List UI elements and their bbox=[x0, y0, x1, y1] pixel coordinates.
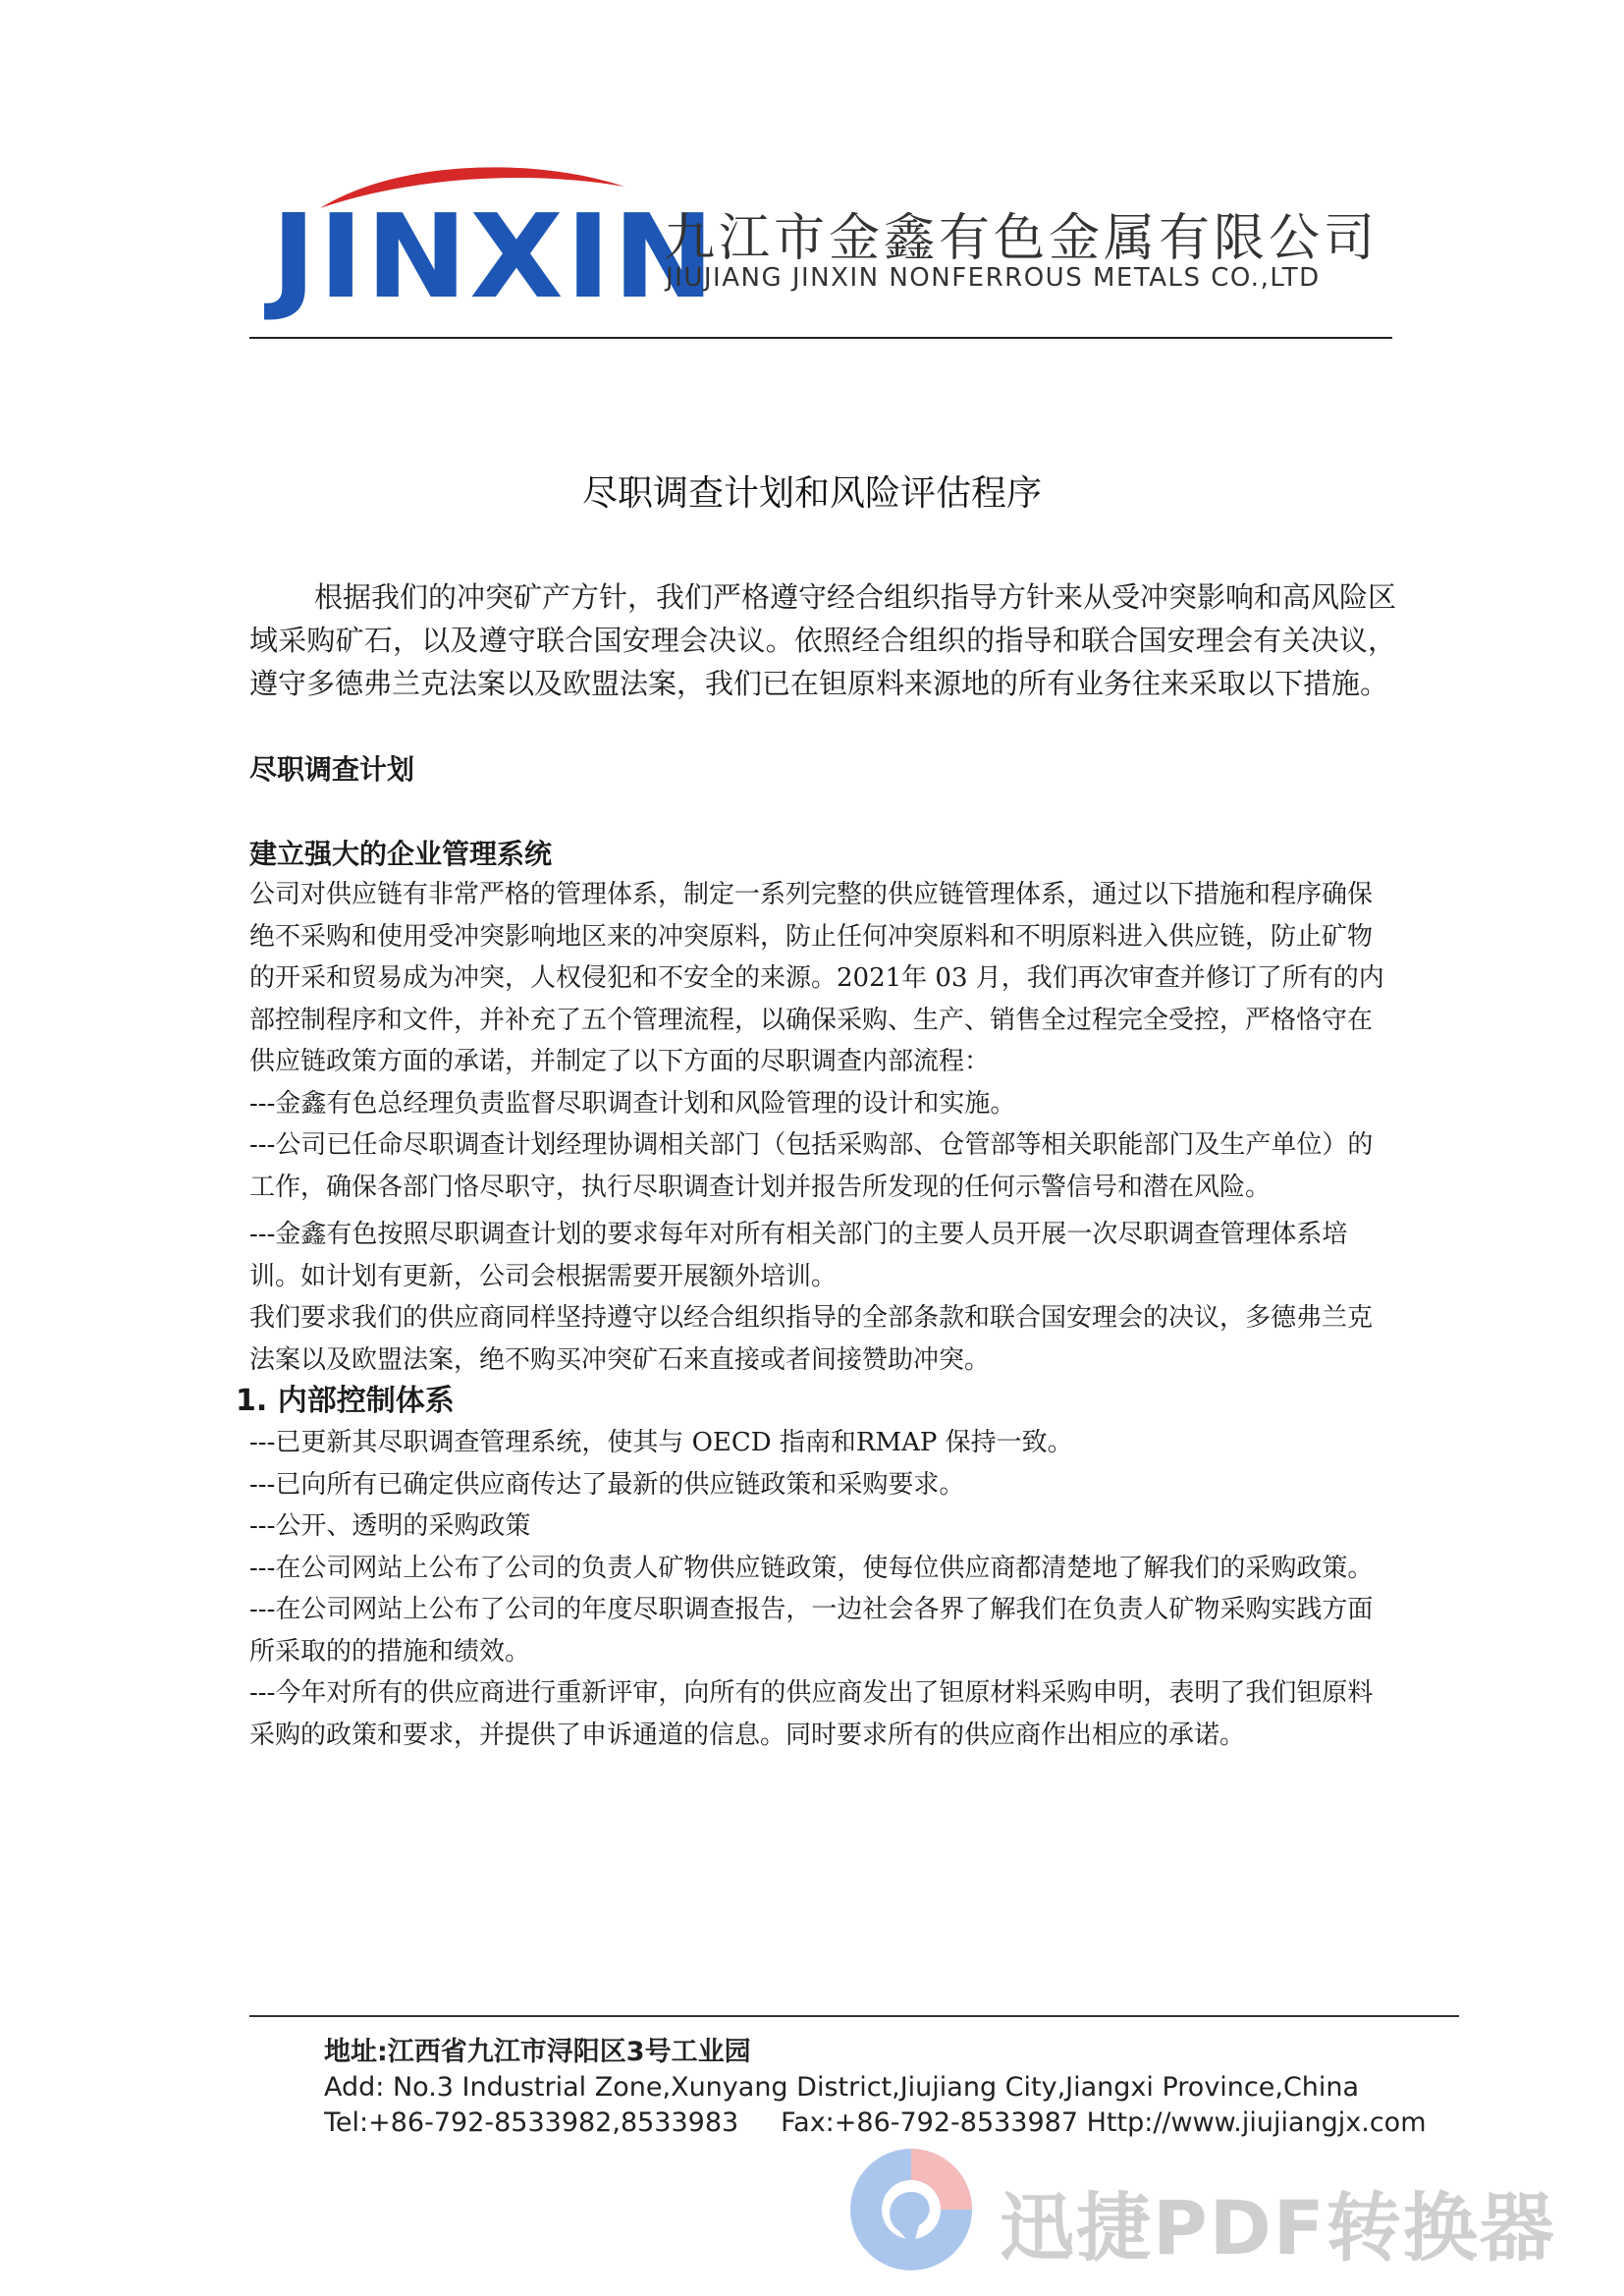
company-name-cn: 九江市金鑫有色金属有限公司 bbox=[664, 209, 1380, 268]
management-item: ---金鑫有色总经理负责监督尽职调查计划和风险管理的设计和实施。 bbox=[249, 1088, 1016, 1119]
management-item: ---金鑫有色按照尽职调查计划的要求每年对所有相关部门的主要人员开展一次尽职调查管理体系培训。如计划有更新，公司会根据需要开展额外培训。 bbox=[249, 1220, 1348, 1291]
control-item: ---在公司网站上公布了公司的负责人矿物供应链政策，使每位供应商都清楚地了解我们的采购政策。 bbox=[249, 1553, 1374, 1583]
watermark-text: 迅捷PDF转换器 bbox=[1000, 2184, 1556, 2271]
footer bbox=[324, 2035, 1427, 2141]
management-item: 我们要求我们的供应商同样坚持遵守以经合组织指导的全部条款和联合国安理会的决议，多德弗兰克法案以及欧盟法案，绝不购买冲突矿石来直接或者间接赞助冲突。 bbox=[249, 1303, 1374, 1375]
control-item: ---在公司网站上公布了公司的年度尽职调查报告，一边社会各界了解我们在负责人矿物采购实践方面所采取的的措施和绩效。 bbox=[249, 1595, 1374, 1667]
document-body bbox=[236, 575, 1397, 1756]
intro-paragraph: 根据我们的冲突矿产方针，我们严格遵守经合组织指导方针来从受冲突影响和高风险区域采购矿石，以及遵守联合国安理会决议。依照经合组织的指导和联合国安理会有关决议，遵守多德弗兰克法案以及欧盟法案，我们已在钽原料来源地的所有业务往来采取以下措施。 bbox=[249, 580, 1397, 700]
footer-divider bbox=[249, 2015, 1459, 2017]
management-paragraph: 公司对供应链有非常严格的管理体系，制定一系列完整的供应链管理体系，通过以下措施和程序确保绝不采购和使用受冲突影响地区来的冲突原料，防止任何冲突原料和不明原料进入供应链，防止矿物的开采和贸易成为冲突，人权侵犯和不安全的来源。2021年 03 月，我们再次审查并修订了所有的内部控制程序和文件，并补充了五个管理流程，以确保采购、生产、销售全过程完全受控，严格恪守在供应链政策方面的承诺，并制定了以下方面的尽职调查内部流程： bbox=[249, 880, 1384, 1076]
numbered-heading: 1. 内部控制体系 bbox=[236, 1384, 455, 1418]
watermark bbox=[842, 2141, 1608, 2278]
section-heading: 尽职调查计划 bbox=[249, 753, 415, 786]
watermark-logo-icon bbox=[842, 2141, 980, 2278]
footer-address-en: Add: No.3 Industrial Zone,Xunyang District,Jiujiang City,Jiangxi Province,China bbox=[324, 2072, 1360, 2103]
sub-heading: 建立强大的企业管理系统 bbox=[249, 838, 553, 870]
logo-wordmark: JINXIN bbox=[271, 189, 717, 324]
footer-contact: Tel:+86-792-8533982,8533983 Fax:+86-792-8533987 Http://www.jiujiangjx.com bbox=[324, 2107, 1427, 2138]
company-name-en: JIUJIANG JINXIN NONFERROUS METALS CO.,LTD bbox=[666, 263, 1321, 293]
footer-address-cn: 地址:江西省九江市浔阳区3号工业园 bbox=[324, 2037, 751, 2067]
management-item: ---公司已任命尽职调查计划经理协调相关部门（包括采购部、仓管部等相关职能部门及生产单位）的工作，确保各部门恪尽职守，执行尽职调查计划并报告所发现的任何示警信号和潜在风险。 bbox=[249, 1130, 1374, 1202]
control-item: ---今年对所有的供应商进行重新评审，向所有的供应商发出了钽原材料采购申明，表明了我们钽原料采购的政策和要求，并提供了申诉通道的信息。同时要求所有的供应商作出相应的承诺。 bbox=[249, 1678, 1374, 1750]
control-item: ---已向所有已确定供应商传达了最新的供应链政策和采购要求。 bbox=[249, 1469, 965, 1500]
control-item: ---已更新其尽职调查管理系统，使其与 OECD 指南和RMAP 保持一致。 bbox=[249, 1428, 1073, 1457]
document-title: 尽职调查计划和风险评估程序 bbox=[581, 473, 1042, 514]
header-divider bbox=[249, 337, 1392, 339]
company-logo bbox=[271, 157, 1380, 324]
control-item: ---公开、透明的采购政策 bbox=[249, 1511, 531, 1541]
